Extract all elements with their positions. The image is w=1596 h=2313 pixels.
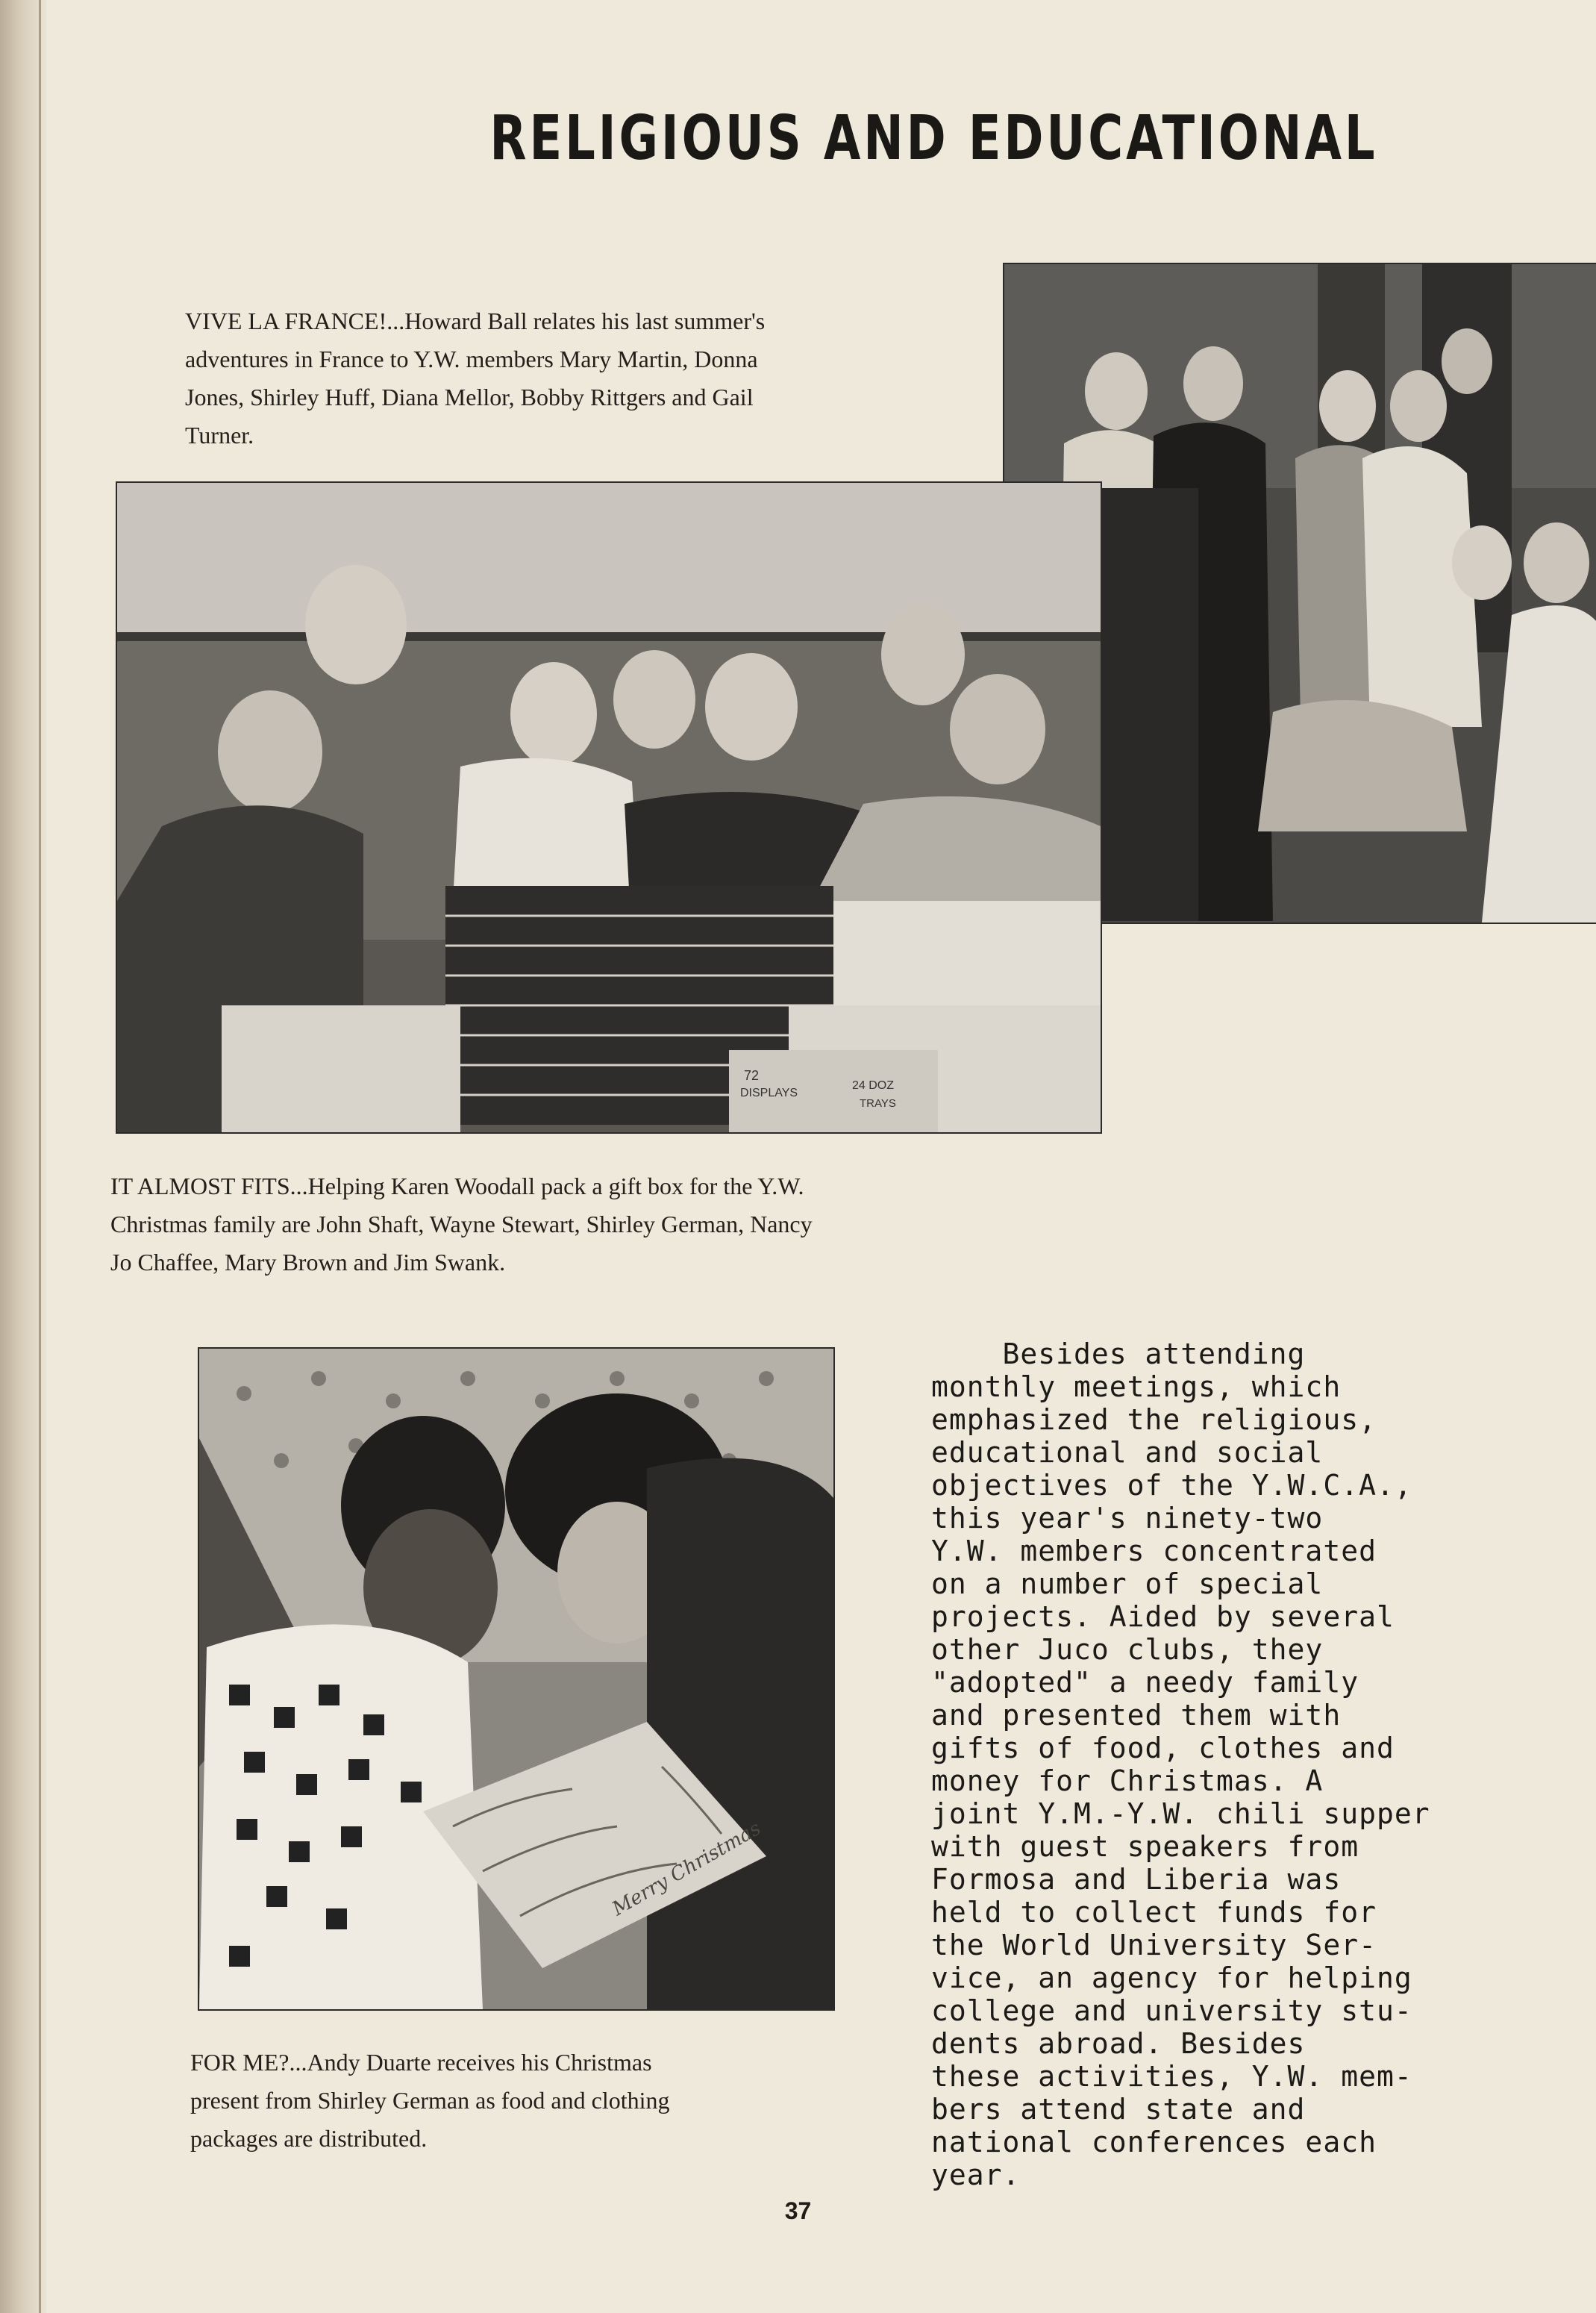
body-line: college and university stu- [931,1994,1412,2027]
caption-line: Jo Chaffee, Mary Brown and Jim Swank. [110,1249,506,1276]
body-line: held to collect funds for [931,1896,1377,1929]
body-line: dents abroad. Besides [931,2027,1306,2060]
photo-for-me [198,1347,835,2011]
body-line: educational and social [931,1436,1324,1469]
body-line: gifts of food, clothes and [931,1732,1395,1764]
body-line: other Juco clubs, they [931,1633,1324,1666]
box-label-doz: 24 DOZ [852,1079,895,1092]
box-label-72: 72 [744,1068,760,1083]
body-line: joint Y.M.-Y.W. chili supper [931,1797,1430,1830]
body-line: with guest speakers from [931,1830,1359,1863]
caption-line: IT ALMOST FITS...Helping Karen Woodall pack a gift box for the Y.W. [110,1173,804,1199]
body-line: this year's ninety-two [931,1502,1324,1535]
caption-for-me [190,2044,847,2158]
caption-line: present from Shirley German as food and clothing [190,2087,670,2114]
body-line: and presented them with [931,1699,1342,1732]
caption-line: Turner. [185,422,254,449]
photo-packing-gift-box-image [117,483,1101,1132]
body-line: objectives of the Y.W.C.A., [931,1469,1412,1502]
caption-line: VIVE LA FRANCE!...Howard Ball relates his last summer's [185,308,766,334]
body-line: emphasized the religious, [931,1403,1377,1436]
box-label-displays: DISPLAYS [740,1087,798,1099]
caption-line: packages are distributed. [190,2125,428,2152]
body-line: Besides attending [931,1337,1306,1370]
caption-line: Jones, Shirley Huff, Diana Mellor, Bobby Rittgers and Gail [185,384,754,411]
body-line: on a number of special [931,1567,1324,1600]
body-line: year. [931,2159,1021,2191]
caption-vive-la-france [185,302,991,455]
caption-line: FOR ME?...Andy Duarte receives his Christmas [190,2049,652,2076]
body-line: "adopted" a needy family [931,1666,1359,1699]
photo-it-almost-fits [116,481,1102,1134]
caption-line: adventures in France to Y.W. members Mary Martin, Donna [185,346,758,372]
body-line: the World University Ser- [931,1929,1377,1961]
body-line: these activities, Y.W. mem- [931,2060,1412,2093]
body-line: vice, an agency for helping [931,1961,1412,1994]
body-line: projects. Aided by several [931,1600,1395,1633]
photo-christmas-present-image [199,1349,833,2009]
page-title: RELIGIOUS AND EDUCATIONAL [489,103,1378,174]
body-article [931,1337,1498,2191]
body-line: bers attend state and [931,2093,1306,2126]
body-line: Formosa and Liberia was [931,1863,1342,1896]
box-label-trays: TRAYS [860,1097,896,1110]
body-line: national conferences each [931,2126,1377,2159]
body-line: monthly meetings, which [931,1370,1342,1403]
book-spine-edge [39,0,41,2313]
gift-wrap-text: Merry Christmas [608,1817,765,1921]
body-line: Y.W. members concentrated [931,1535,1377,1567]
caption-line: Christmas family are John Shaft, Wayne Stewart, Shirley German, Nancy [110,1211,813,1237]
body-line: money for Christmas. A [931,1764,1324,1797]
caption-it-almost-fits [110,1167,1110,1282]
page-number: 37 [784,2197,812,2224]
